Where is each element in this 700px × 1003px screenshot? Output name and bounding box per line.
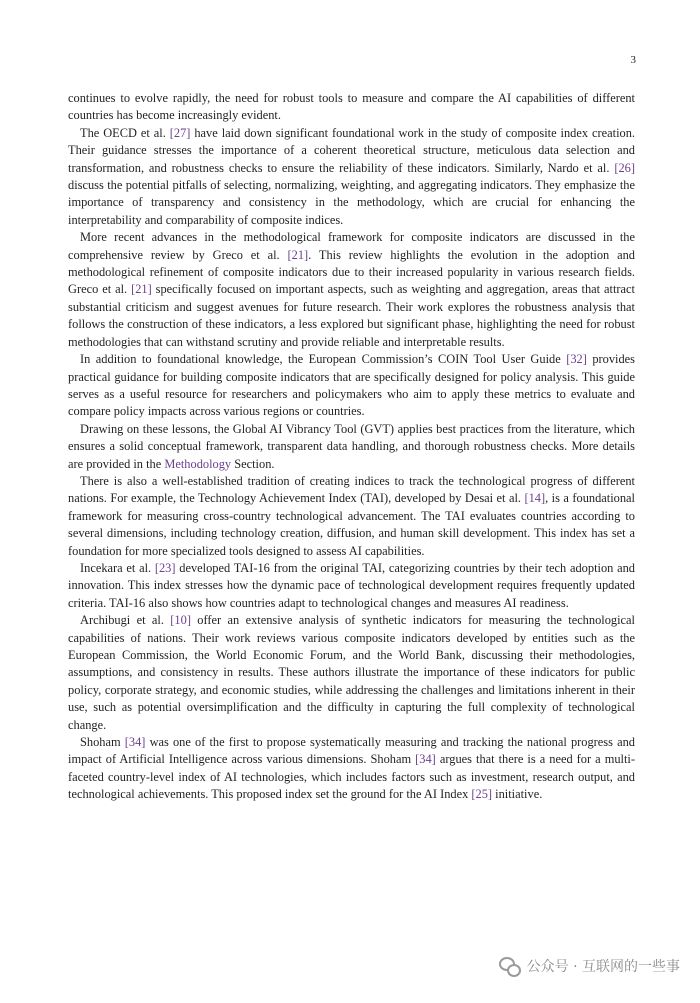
text-run: have laid down significant foundational work in the study of composite index creation. Their guidance stresses the importance of a coherent theoretical structure, meticulous data selection and transformation, and robustness checks to ensure the reliability of these indicators. Similarly, Nardo et al. xyxy=(68,125,635,175)
text-run: developed TAI-16 from the original TAI, categorizing countries by their tech adoption and innovation. This index stresses how the dynamic pace of technological development requires frequently updated criteria. TAI-16 also shows how countries adapt to technological changes and measures AI readiness. xyxy=(68,560,635,610)
text-run: . This review highlights the evolution in the adoption and methodological refinement of composite indicators due to their increased popularity in various research fields. Greco et al. xyxy=(68,247,636,297)
citation-link[interactable]: [32] xyxy=(566,352,587,367)
text-run: There is also a well-established tradition of creating indices to track the technological progress of different nations. For example, the Technology Achievement Index (TAI), developed by Desai et al. xyxy=(68,473,635,506)
text-run: The OECD et al. xyxy=(80,125,170,140)
paragraph xyxy=(68,351,635,421)
paragraph xyxy=(68,560,635,612)
text-run: argues that there is a need for a multi-faceted country-level index of AI technologies, which includes factors such as investment, research output, and technological achievements. This proposed index set the ground for the AI Index xyxy=(68,752,635,802)
paragraph xyxy=(68,125,635,229)
citation-link[interactable]: [34] xyxy=(415,752,436,767)
section-link[interactable]: Methodology xyxy=(164,456,232,471)
citation-link[interactable]: [34] xyxy=(124,735,146,750)
citation-link[interactable]: [23] xyxy=(154,560,176,575)
citation-link[interactable]: [14] xyxy=(524,491,546,506)
watermark xyxy=(499,955,680,977)
paragraph xyxy=(68,421,635,473)
text-run: Section. xyxy=(231,456,275,471)
text-run: was one of the first to propose systematically measuring and tracking the national progress and impact of Artificial Intelligence across various dimensions. Shoham xyxy=(68,735,635,767)
text-run: Drawing on these lessons, the Global AI Vibrancy Tool (GVT) applies best practices from the literature, which ensures a solid conceptual framework, transparent data handling, and thorough robustness checks. More details are provided in the xyxy=(68,421,635,471)
text-run: Archibugi et al. xyxy=(80,613,171,628)
wechat-icon xyxy=(499,955,521,977)
text-run: Shoham xyxy=(80,735,125,750)
text-run: offer an extensive analysis of synthetic indicators for measuring the technological capabilities of nations. Their work reviews various composite indicators developed by entities such as the European Commission, the World Economic Forum, and the World Bank, discussing their methodologies, assumptions, and consistency in results. These authors illustrate the importance of these indicators for public policy, corporate strategy, and economic studies, while addressing the challenges and limitations inherent in their use, such as potential oversimplification and the difficulty in capturing the full complexity of technological change. xyxy=(68,613,635,732)
paragraph xyxy=(68,90,635,125)
paragraph xyxy=(68,229,635,351)
text-run: provides practical guidance for building composite indicators that are specifically designed for policy analysis. This guide serves as a useful resource for researchers and policymakers who aim to apply these metrics to evaluate and compare policy impacts across various regions or countries. xyxy=(68,352,635,419)
citation-link[interactable]: [26] xyxy=(614,160,635,175)
citation-link[interactable]: [25] xyxy=(471,787,493,802)
paragraph xyxy=(68,473,635,560)
text-run: Incekara et al. xyxy=(80,560,155,575)
text-run: In addition to foundational knowledge, the European Commission’s COIN Tool User Guide xyxy=(80,352,567,367)
text-run: continues to evolve rapidly, the need for robust tools to measure and compare the AI capabilities of different countries has become increasingly evident. xyxy=(68,91,635,123)
citation-link[interactable]: [27] xyxy=(169,125,191,140)
citation-link[interactable]: [21] xyxy=(131,282,152,297)
text-run: initiative. xyxy=(492,787,543,802)
watermark-text: 公众号 · 互联网的一些事 xyxy=(526,959,680,975)
citation-link[interactable]: [21] xyxy=(287,247,309,262)
body-text xyxy=(68,90,635,804)
citation-link[interactable]: [10] xyxy=(170,613,191,628)
page-number: 3 xyxy=(630,54,636,66)
text-run: , is a foundational framework for measuring cross-country technological advancement. The TAI evaluates countries according to several dimensions, including technology creation, diffusion, and human skill development. This index has set a foundation for more specialized tools designed to assess AI capabilities. xyxy=(68,491,635,558)
text-run: More recent advances in the methodological framework for composite indicators are discussed in the comprehensive review by Greco et al. xyxy=(68,230,635,262)
paragraph xyxy=(68,612,635,734)
text-run: discuss the potential pitfalls of selecting, normalizing, weighting, and aggregating indicators. They emphasize the importance of transparency and consistency in the methodology, which are crucial for enhancing the interpretability and comparability of composite indices. xyxy=(68,178,635,227)
paragraph xyxy=(68,734,635,804)
text-run: specifically focused on important aspects, such as weighting and aggregation, areas that attract substantial criticism and suggest avenues for future research. Their work explores the robustness analysis that follows the construction of these indicators, a less explored but significant phase, highlighting the need for robust methodologies that can withstand scrutiny and provide reliable and interpretable results. xyxy=(68,282,635,349)
